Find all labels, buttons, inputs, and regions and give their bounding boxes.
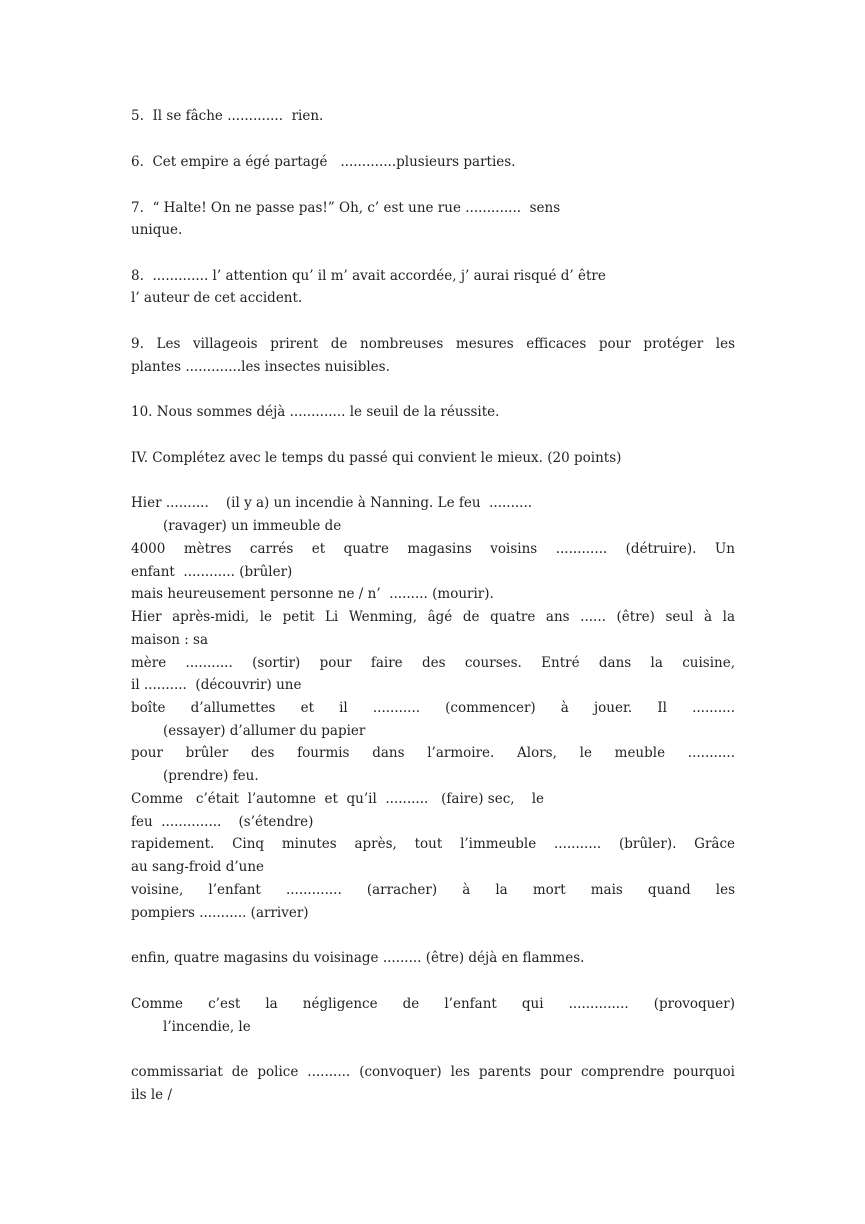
exercise-item-6: 6. Cet empire a égé partagé .............plusieurs parties. [131,154,516,170]
paragraph-line: Hier après-midi, le petit Li Wenming, âgé de quatre ans ...... (être) seul à la [131,609,735,625]
paragraph-line: enfant ............ (brûler) [131,564,293,580]
paragraph-line: maison : sa [131,632,209,648]
exercise-item-9-line-1: 9. Les villageois prirent de nombreuses mesures efficaces pour protéger les [131,336,735,352]
paragraph-line: (ravager) un immeuble de [163,518,342,534]
paragraph-line: rapidement. Cinq minutes après, tout l’immeuble ........... (brûler). Grâce [131,836,735,852]
paragraph-line: Comme c’était l’automne et qu’il .......... (faire) sec, le [131,791,545,807]
paragraph-line: Hier .......... (il y a) un incendie à Nanning. Le feu .......... [131,495,533,511]
paragraph-line: au sang-froid d’une [131,859,265,875]
paragraph-line: boîte d’allumettes et il ........... (commencer) à jouer. Il .......... [131,700,735,716]
paragraph-line: (prendre) feu. [163,768,259,784]
paragraph-line: (essayer) d’allumer du papier [163,723,366,739]
section-iv-title: IV. Complétez avec le temps du passé qui convient le mieux. (20 points) [131,450,622,466]
paragraph-line: feu .............. (s’étendre) [131,814,314,830]
paragraph-line: mère ........... (sortir) pour faire des courses. Entré dans la cuisine, [131,655,735,671]
paragraph-line-comme: l’incendie, le [163,1019,251,1035]
exercise-item-7-line-1: 7. “ Halte! On ne passe pas!” Oh, c’ est une rue ............. sens [131,200,561,216]
paragraph-line-flammes: enfin, quatre magasins du voisinage ......... (être) déjà en flammes. [131,950,585,966]
paragraph-line-commissariat: ils le / [131,1087,173,1103]
paragraph-line: pompiers ........... (arriver) [131,905,309,921]
exercise-item-10: 10. Nous sommes déjà ............. le seuil de la réussite. [131,404,500,420]
paragraph-line-comme: Comme c’est la négligence de l’enfant qui .............. (provoquer) [131,996,735,1012]
paragraph-line-commissariat: commissariat de police .......... (convoquer) les parents pour comprendre pourquoi [131,1064,735,1080]
exercise-item-7-line-2: unique. [131,222,183,238]
paragraph-line: voisine, l’enfant ............. (arracher) à la mort mais quand les [131,882,735,898]
paragraph-line: il .......... (découvrir) une [131,677,302,693]
exercise-item-8-line-2: l’ auteur de cet accident. [131,290,303,306]
paragraph-line: 4000 mètres carrés et quatre magasins voisins ............ (détruire). Un [131,541,735,557]
paragraph-line: mais heureusement personne ne / n’ ......... (mourir). [131,586,494,602]
exercise-item-5: 5. Il se fâche ............. rien. [131,108,324,124]
exercise-item-9-line-2: plantes .............les insectes nuisibles. [131,359,390,375]
exercise-item-8-line-1: 8. ............. l’ attention qu’ il m’ avait accordée, j’ aurai risqué d’ être [131,268,606,284]
paragraph-line: pour brûler des fourmis dans l’armoire. Alors, le meuble ........... [131,745,735,761]
